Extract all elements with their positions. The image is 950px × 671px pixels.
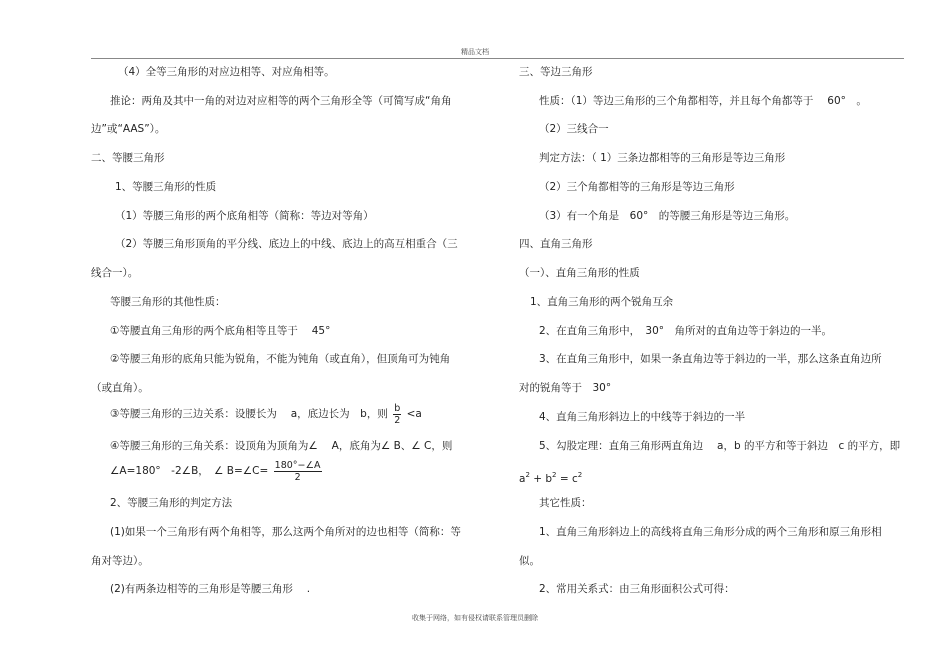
formula-sup: 2 [525,471,530,479]
left-line-18: 角对等边）。 [91,555,149,567]
right-line-9: 1、直角三角形的两个锐角互余 [530,296,674,308]
fraction-numerator: 180°−∠A [274,459,321,471]
left-line-5: 1、等腰三角形的性质 [115,181,217,193]
right-line-19: 2、常用关系式：由三角形面积公式可得： [539,583,735,595]
left-line-8: 线合一）。 [91,267,139,279]
right-line-6: （3）有一个角是 60° 的等腰三角形是等边三角形。 [539,210,796,222]
left-line-13 [110,402,422,426]
left-line-7: （2）等腰三角形顶角的平分线、底边上的中线、底边上的高互相重合（三 [115,238,458,250]
right-line-17: 1、直角三角形斜边上的高线将直角三角形分成的两个三角形和原三角形相 [539,526,882,538]
right-line-14: 5、勾股定理：直角三角形两直角边 a，b 的平方和等于斜边 c 的平方，即 [539,440,901,452]
left-line-15 [110,459,324,483]
fraction-b-over-2 [393,403,401,426]
fraction-denominator: 2 [294,471,301,483]
left-line-1: （4）全等三角形的对应边相等、对应角相等。 [118,66,335,78]
fraction-numerator: b [394,402,401,414]
page-footer: 收集于网络，如有侵权请联系管理员删除 [412,614,538,622]
left-line-19: (2)有两条边相等的三角形是等腰三角形 . [110,583,311,595]
left-line-17: (1)如果一个三角形有两个角相等，那么这两个角所对的边也相等（简称：等 [110,526,461,538]
right-line-5: （2）三个角都相等的三角形是等边三角形 [539,181,735,193]
left-line-3: 边”或“AAS”）。 [91,123,166,135]
formula-sup: 2 [552,471,557,479]
left-section-heading: 二、等腰三角形 [91,152,165,164]
right-line-11: 3、在直角三角形中，如果一条直角边等于斜边的一半，那么这条直角边所 [539,353,882,365]
formula-b: + b [529,473,553,485]
right-section-heading-3: 三、等边三角形 [519,66,593,78]
page-header: 精品文档 [461,48,489,56]
right-line-8: （一）、直角三角形的性质 [519,267,640,279]
left-line-11: ②等腰三角形的底角只能为锐角，不能为钝角（或直角），但顶角可为钝角 [110,353,451,365]
left-line-9: 等腰三角形的其他性质： [110,296,226,308]
formula-sup: 2 [577,471,583,479]
right-line-2: 性质：（1）等边三角形的三个角都相等，并且每个角都等于 60° 。 [539,95,867,107]
right-line-16: 其它性质： [539,497,592,509]
formula-a: a [519,473,526,485]
left-line-15-text: ∠A=180° -2∠B， ∠ B=∠C= [110,465,269,477]
fraction-denominator: 2 [394,414,401,426]
right-line-18: 似。 [519,555,540,567]
fraction-angle-formula [274,460,322,483]
left-line-6: （1）等腰三角形的两个底角相等（简称：等边对等角） [115,210,374,222]
left-line-16: 2、等腰三角形的判定方法 [110,497,233,509]
pythagorean-formula [519,468,582,486]
right-line-12: 对的锐角等于 30° [519,382,612,394]
left-line-2: 推论：两角及其中一角的对边对应相等的两个三角形全等（可简写成“角角 [110,95,452,107]
right-line-10: 2、在直角三角形中， 30° 角所对的直角边等于斜边的一半。 [539,325,833,337]
right-section-heading-4: 四、直角三角形 [519,238,593,250]
right-line-4: 判定方法：（ 1）三条边都相等的三角形是等边三角形 [539,152,786,164]
right-line-3: （2）三线合一 [539,123,609,135]
formula-c: = c [556,473,578,485]
left-line-14: ④等腰三角形的三角关系：设顶角为顶角为∠ A，底角为∠ B、∠ C，则 [110,440,453,452]
header-rule [91,58,904,59]
right-line-13: 4、直角三角形斜边上的中线等于斜边的一半 [539,411,746,423]
left-line-13-text: ③等腰三角形的三边关系：设腰长为 a，底边长为 b，则 [110,408,388,420]
left-line-10: ①等腰直角三角形的两个底角相等且等于 45° [110,325,331,337]
left-line-12: （或直角）。 [91,382,149,394]
left-line-13-tail: <a [406,408,422,420]
